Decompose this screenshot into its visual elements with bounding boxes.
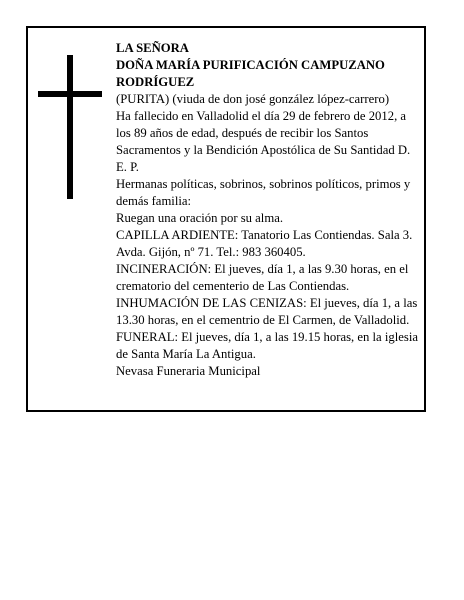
death-announcement: Ha fallecido en Valladolid el día 29 de febrero de 2012, a los 89 años de edad, después de recibir los Santos Sacramentos y la Bendición Apostólica de Su Santidad D. E. P.	[116, 109, 411, 174]
cross-horizontal-bar	[38, 91, 102, 97]
obituary-notice	[26, 26, 426, 412]
nickname-line: (PURITA) (viuda de don josé gonzález lópez-carrero)	[116, 92, 390, 106]
funeral-home: Nevasa Funeraria Municipal	[116, 364, 261, 378]
obituary-text	[116, 40, 422, 380]
family-line: Hermanas políticas, sobrinos, sobrinos políticos, primos y demás familia:	[116, 177, 411, 208]
prayer-request: Ruegan una oración por su alma.	[116, 211, 284, 225]
ashes-burial-info: INHUMACIÓN DE LAS CENIZAS: El jueves, día 1, a las 13.30 horas, en el cementrio de El Carmen, de Valladolid.	[116, 296, 418, 327]
latin-cross-icon	[38, 55, 102, 199]
header-line-1: LA SEÑORA	[116, 41, 189, 55]
cross-vertical-bar	[67, 55, 73, 199]
incineration-info: INCINERACIÓN: El jueves, día 1, a las 9.30 horas, en el crematorio del cementerio de Las Contiendas.	[116, 262, 409, 293]
deceased-name: DOÑA MARÍA PURIFICACIÓN CAMPUZANO RODRÍGUEZ	[116, 58, 385, 89]
funeral-info: FUNERAL: El jueves, día 1, a las 19.15 horas, en la iglesia de Santa María La Antigua.	[116, 330, 418, 361]
chapel-info: CAPILLA ARDIENTE: Tanatorio Las Contiendas. Sala 3. Avda. Gijón, nº 71. Tel.: 983 360405.	[116, 228, 413, 259]
